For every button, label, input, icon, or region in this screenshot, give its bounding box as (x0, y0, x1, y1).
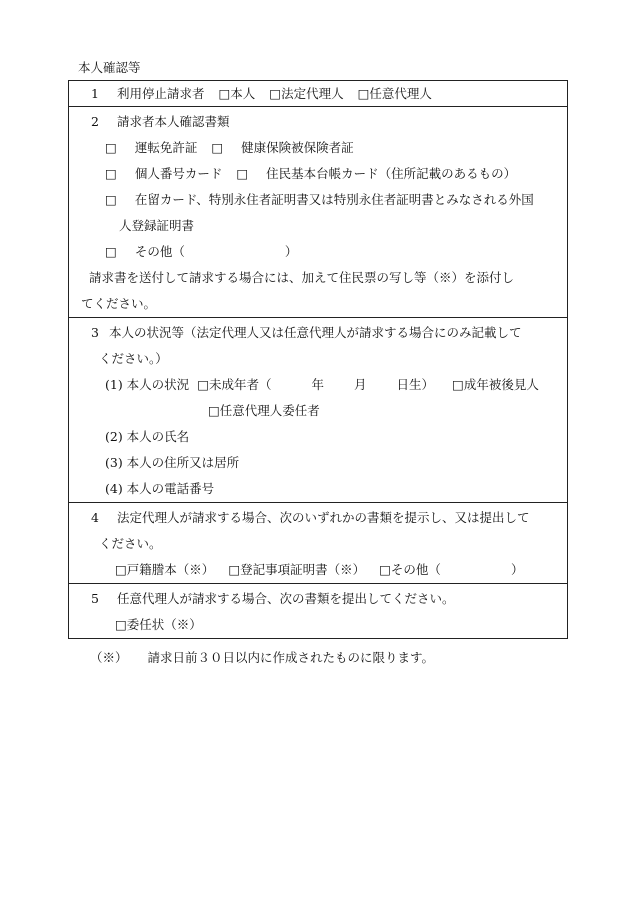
checkbox-drivers-license[interactable]: □ (105, 140, 117, 155)
voluntary-agent-options-row (69, 612, 567, 638)
checkbox-other-document[interactable]: □ (105, 244, 117, 259)
resident-card-label: 住民基本台帳カード（住所記載のあるもの） (266, 166, 517, 181)
option-registry-certificate[interactable]: □登記事項証明書（※） (228, 562, 366, 577)
voluntary-agent-title: 任意代理人が請求する場合、次の書類を提出してください。 (116, 591, 455, 606)
health-insurance-label: 健康保険被保険者証 (241, 140, 354, 155)
legal-agent-options-row (69, 557, 567, 583)
id-doc-row-3-cont (69, 213, 567, 239)
principal-name-label: (2) 本人の氏名 (105, 429, 190, 444)
requester-label: 利用停止請求者 (116, 86, 205, 101)
principal-address-row (69, 450, 567, 476)
footnote (90, 650, 434, 666)
option-minor[interactable]: □未成年者（ (197, 377, 272, 392)
checkbox-health-insurance[interactable]: □ (211, 140, 224, 155)
residence-card-label: 在留カード、特別永住者証明書又は特別永住者証明書とみなされる外国 (134, 192, 534, 207)
birth-day-label: 日生） (396, 377, 435, 392)
footnote-mark: （※） (90, 650, 128, 665)
section-number: 5 (91, 591, 99, 606)
legal-agent-title: 法定代理人が請求する場合、次のいずれかの書類を提示し、又は提出して (116, 510, 530, 525)
id-documents-title: 請求者本人確認書類 (116, 114, 230, 129)
mail-note-row-cont (69, 291, 567, 317)
option-other-close: ） (510, 562, 524, 577)
option-other[interactable]: □その他（ (379, 562, 441, 577)
section-number: 4 (91, 510, 99, 525)
principal-status-title-row-cont (69, 346, 567, 372)
section-principal-status (69, 317, 567, 502)
voluntary-agent-title-row (69, 586, 567, 612)
legal-agent-title-row-cont (69, 531, 567, 557)
section-legal-agent-documents (69, 502, 567, 583)
section-id-documents (69, 106, 567, 317)
mail-note-line-1: 請求書を送付して請求する場合には、加えて住民票の写し等（※）を添付し (89, 270, 515, 285)
section-requester (69, 81, 567, 106)
drivers-license-label: 運転免許証 (134, 140, 198, 155)
requester-option-voluntary-agent[interactable]: □任意代理人 (357, 86, 432, 101)
checkbox-resident-card[interactable]: □ (236, 166, 249, 181)
section-number: 3 (91, 325, 99, 340)
section-voluntary-agent-documents (69, 583, 567, 638)
requester-row (69, 81, 567, 106)
other-document-close: ） (284, 244, 298, 259)
id-doc-row-1 (69, 135, 567, 161)
principal-phone-label: (4) 本人の電話番号 (105, 481, 215, 496)
principal-status-row-2 (69, 398, 567, 424)
other-document-label: その他（ (134, 244, 185, 259)
footnote-text: 請求日前３０日以内に作成されたものに限ります。 (147, 650, 435, 665)
requester-option-self[interactable]: □本人 (218, 86, 256, 101)
principal-status-title: 本人の状況等（法定代理人又は任意代理人が請求する場合にのみ記載して (108, 325, 522, 340)
checkbox-residence-card[interactable]: □ (105, 192, 117, 207)
principal-phone-row (69, 476, 567, 502)
id-documents-title-row (69, 109, 567, 135)
identity-confirmation-table (68, 80, 568, 639)
birth-month-label: 月 (354, 377, 367, 392)
mail-note-row (69, 265, 567, 291)
principal-status-title-row (69, 320, 567, 346)
legal-agent-title-row (69, 505, 567, 531)
section-number: 1 (91, 86, 99, 101)
principal-name-row (69, 424, 567, 450)
requester-option-legal-agent[interactable]: □法定代理人 (269, 86, 344, 101)
option-adult-ward[interactable]: □成年被後見人 (452, 377, 539, 392)
principal-status-title-cont: ください。） (99, 351, 168, 366)
checkbox-my-number-card[interactable]: □ (105, 166, 117, 181)
residence-card-label-cont: 人登録証明書 (119, 218, 195, 233)
id-doc-row-4 (69, 239, 567, 265)
birth-year-label: 年 (311, 377, 325, 392)
option-family-register[interactable]: □戸籍謄本（※） (115, 562, 215, 577)
option-power-of-attorney[interactable]: □委任状（※） (115, 617, 202, 632)
legal-agent-title-cont: ください。 (99, 536, 162, 551)
page-heading: 本人確認等 (78, 60, 141, 75)
principal-status-label: (1) 本人の状況 (105, 377, 190, 392)
section-number: 2 (91, 114, 99, 129)
option-voluntary-principal[interactable]: □任意代理人委任者 (208, 403, 320, 418)
principal-address-label: (3) 本人の住所又は居所 (105, 455, 240, 470)
my-number-card-label: 個人番号カード (134, 166, 223, 181)
principal-status-row (69, 372, 567, 398)
mail-note-line-2: てください。 (81, 296, 157, 311)
id-doc-row-3 (69, 187, 567, 213)
id-doc-row-2 (69, 161, 567, 187)
